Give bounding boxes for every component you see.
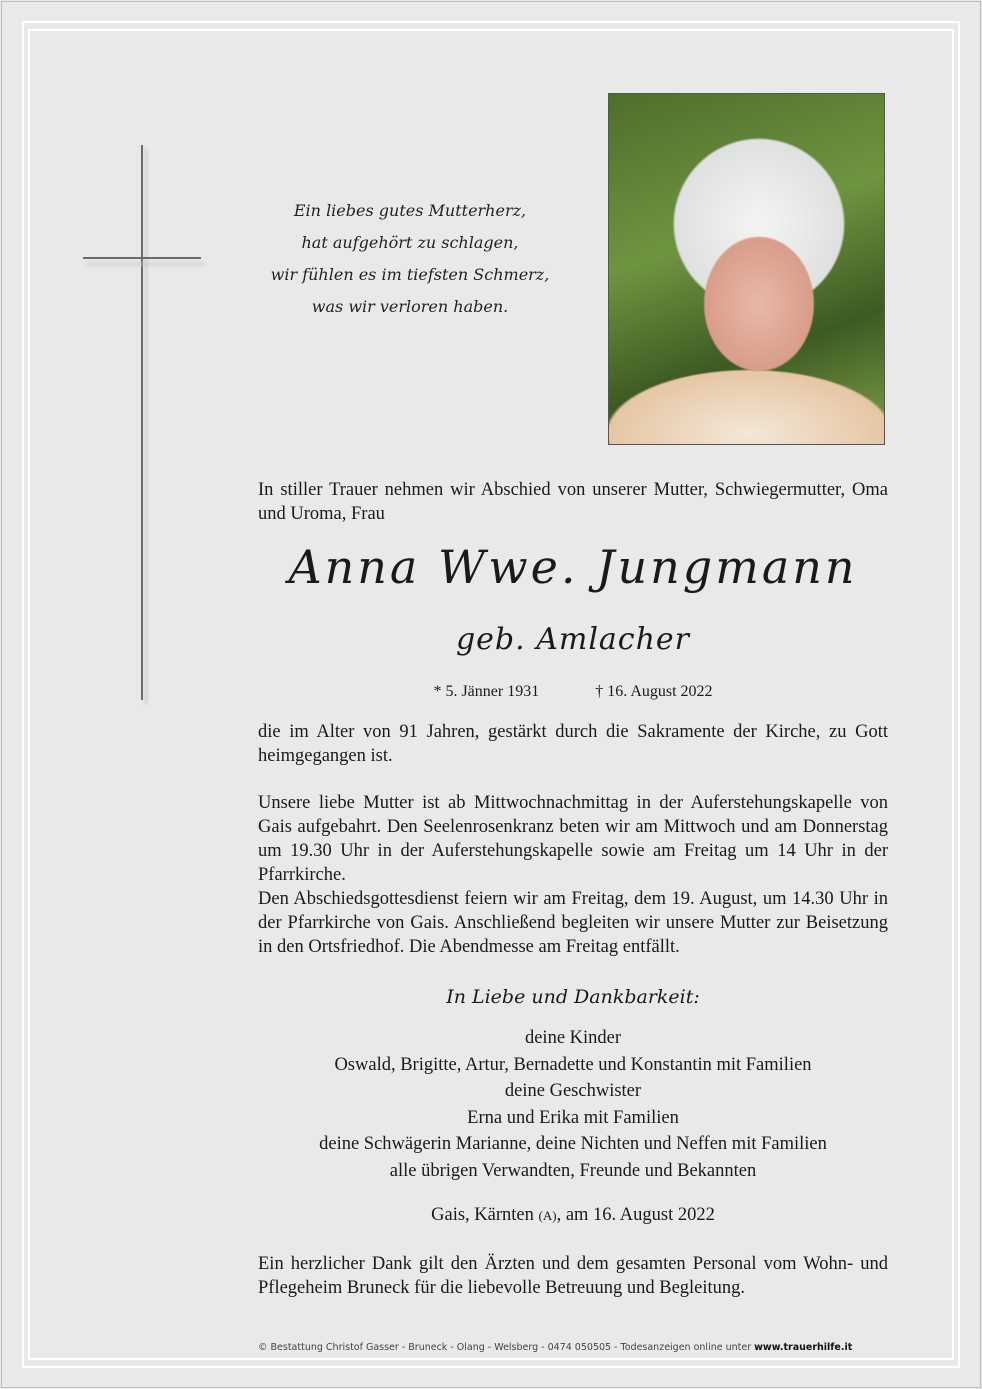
place-city: Gais, Kärnten xyxy=(431,1205,534,1225)
birth-date: * 5. Jänner 1931 xyxy=(433,683,540,700)
poem-line: Ein liebes gutes Mutterherz, xyxy=(293,201,527,220)
place-country: (A) xyxy=(538,1208,557,1223)
cross-icon xyxy=(141,145,143,700)
poem-line: hat aufgehört zu schlagen, xyxy=(301,233,519,252)
signer-line: deine Schwägerin Marianne, deine Nichten und Neffen mit Familien xyxy=(319,1134,827,1154)
life-dates xyxy=(258,683,888,701)
signer-line: Oswald, Brigitte, Artur, Bernadette und Konstantin mit Familien xyxy=(334,1054,812,1075)
signer-line: Erna und Erika mit Familien xyxy=(467,1107,679,1128)
poem-line: was wir verloren haben. xyxy=(311,297,509,316)
signers xyxy=(258,1025,888,1184)
portrait-photo xyxy=(608,93,885,445)
poem-line: wir fühlen es im tiefsten Schmerz, xyxy=(270,265,550,284)
place-date-text: , am 16. August 2022 xyxy=(556,1205,715,1225)
thanks-heading: In Liebe und Dankbarkeit: xyxy=(446,986,700,1008)
paragraph: Ein herzlicher Dank gilt den Ärzten und dem gesamten Personal vom Wohn- und Pflegeheim Bruneck für die liebevolle Betreuung und Begleitung. xyxy=(258,1254,888,1298)
cross-icon-bar xyxy=(83,257,201,259)
paragraph-text: Unsere liebe Mutter ist ab Mittwochnachmittag in der Auferstehungskapelle von Gais aufgebahrt. Den Seelenrosenkranz beten wir am Mittwoch und am Donnerstag um 19.30 Uhr in der Auferstehungskapelle sowie am Freitag um 14 Uhr in der Pfarrkirche. xyxy=(258,793,888,885)
signer-line: alle übrigen Verwandten, Freunde und Bekannten xyxy=(389,1160,757,1181)
paragraph: die im Alter von 91 Jahren, gestärkt durch die Sakramente der Kirche, zu Gott heimgegangen ist. xyxy=(258,722,888,766)
footer xyxy=(258,1342,888,1353)
intro-text: In stiller Trauer nehmen wir Abschied von unserer Mutter, Schwiegermutter, Oma und Uroma, Frau xyxy=(258,480,888,524)
maiden-name: geb. Amlacher xyxy=(455,622,691,657)
paragraph xyxy=(258,791,888,959)
poem xyxy=(250,195,570,323)
signer-line: deine Kinder xyxy=(524,1028,622,1048)
signer-line: deine Geschwister xyxy=(504,1081,642,1101)
footer-link[interactable]: www.trauerhilfe.it xyxy=(754,1342,853,1353)
place-date xyxy=(258,1205,888,1226)
death-date: † 16. August 2022 xyxy=(595,683,713,700)
paragraph-text: Den Abschiedsgottesdienst feiern wir am Freitag, dem 19. August, um 14.30 Uhr in der Pfarrkirche von Gais. Anschließend begleiten wir unsere Mutter zur Beisetzung in den Ortsfriedhof. Die Abendmesse am Freitag entfällt. xyxy=(258,889,888,957)
footer-text: © Bestattung Christof Gasser - Bruneck - Olang - Welsberg - 0474 050505 - Todesanzeigen online unter xyxy=(258,1342,755,1353)
deceased-name: Anna Wwe. Jungmann xyxy=(288,540,858,594)
